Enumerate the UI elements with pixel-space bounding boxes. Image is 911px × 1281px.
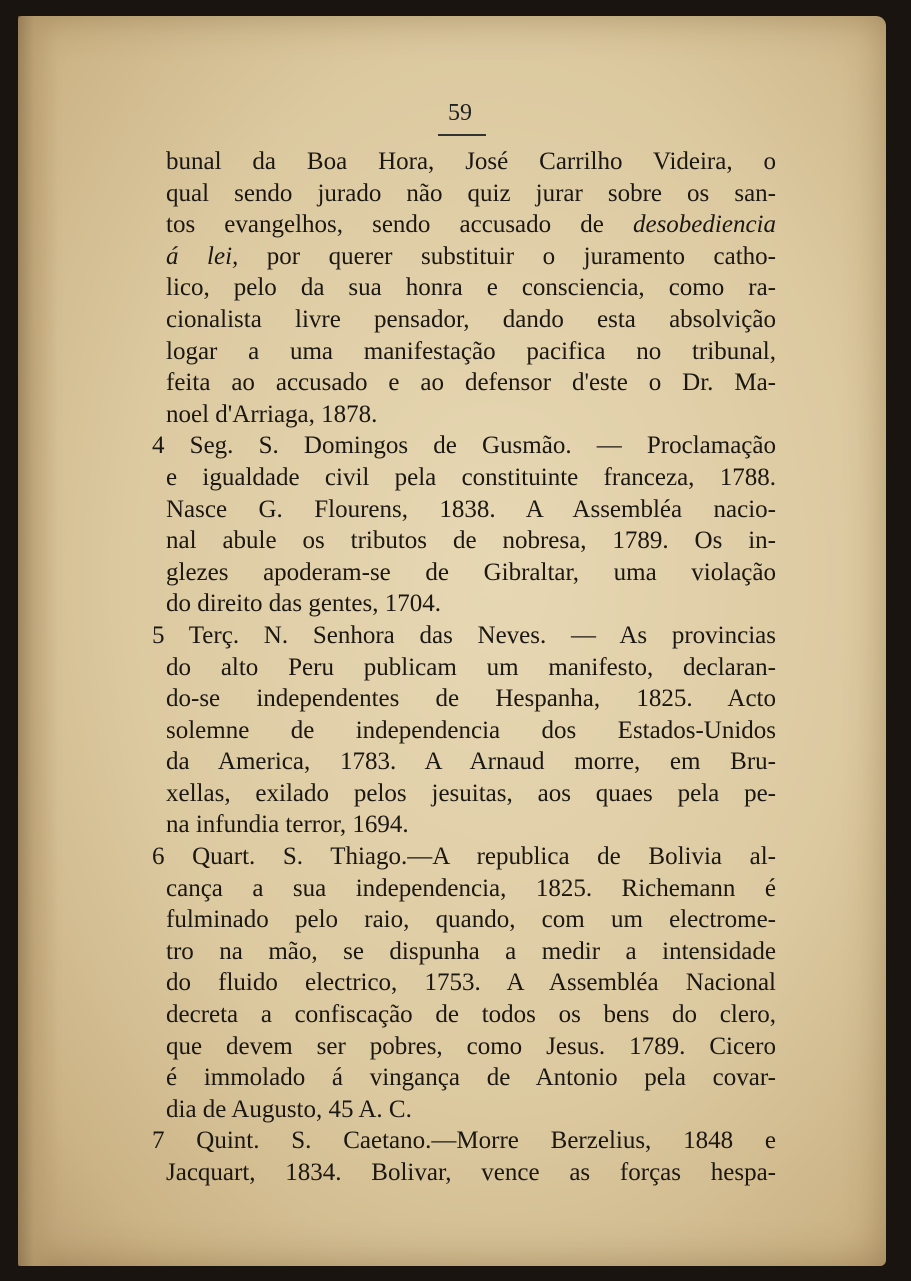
text-line: á lei, por querer substituir o juramento catho- — [166, 242, 776, 270]
text-line: feita ao accusado e ao defensor d'este o Dr. Ma- — [166, 369, 776, 397]
text-line: Nasce G. Flourens, 1838. A Assembléa nacio- — [166, 495, 776, 523]
text-line: xellas, exilado pelos jesuitas, aos quaes pela pe- — [166, 779, 776, 807]
text-line: tro na mão, se dispunha a medir a intensidade — [166, 937, 776, 965]
text-line: cança a sua independencia, 1825. Richemann é — [166, 874, 776, 902]
text-line: fulminado pelo raio, quando, com um electrome- — [166, 906, 776, 934]
text-line: da America, 1783. A Arnaud morre, em Bru- — [166, 748, 776, 776]
text-line: solemne de independencia dos Estados-Unidos — [166, 716, 776, 744]
text-line: e igualdade civil pela constituinte franceza, 1788. — [166, 463, 776, 491]
text-line: tos evangelhos, sendo accusado de desobediencia — [166, 211, 776, 239]
text-line: qual sendo jurado não quiz jurar sobre os san- — [166, 179, 776, 207]
italic-phrase: á lei, — [166, 242, 239, 270]
text-line: que devem ser pobres, como Jesus. 1789. Cicero — [166, 1032, 776, 1060]
text-line: nal abule os tributos de nobresa, 1789. Os in- — [166, 527, 776, 555]
text-line: lico, pelo da sua honra e consciencia, como ra- — [166, 274, 776, 302]
entry-day-7: 7 Quint. S. Caetano.—Morre Berzelius, 1848 e — [152, 1127, 776, 1155]
text-line: do direito das gentes, 1704. — [166, 590, 441, 618]
entry-day-5: 5 Terç. N. Senhora das Neves. — As provincias — [152, 621, 776, 649]
body-text — [152, 146, 776, 1189]
text-line: na infundia terror, 1694. — [166, 811, 409, 839]
text-line: dia de Augusto, 45 A. C. — [166, 1095, 412, 1123]
binding-edge — [18, 16, 58, 1266]
text-line: do-se independentes de Hespanha, 1825. Acto — [166, 685, 776, 713]
text-line: Jacquart, 1834. Bolivar, vence as forças hespa- — [166, 1159, 776, 1186]
page-number: 59 — [448, 100, 472, 126]
italic-phrase: desobediencia — [632, 211, 776, 239]
entry-day-6: 6 Quart. S. Thiago.—A republica de Bolivia al- — [152, 843, 776, 871]
text-line: do alto Peru publicam um manifesto, declaran- — [166, 653, 776, 681]
text-line: noel d'Arriaga, 1878. — [166, 400, 378, 428]
text-line: cionalista livre pensador, dando esta absolvição — [166, 305, 776, 333]
entry-day-4: 4 Seg. S. Domingos de Gusmão. — Proclamação — [152, 432, 776, 460]
text-line: logar a uma manifestação pacifica no tribunal, — [166, 337, 776, 365]
text-line: glezes apoderam-se de Gibraltar, uma violação — [166, 558, 776, 586]
header-rule — [438, 134, 486, 136]
text-line: é immolado á vingança de Antonio pela covar- — [166, 1064, 776, 1092]
text-line: bunal da Boa Hora, José Carrilho Videira, o — [166, 148, 776, 175]
text-line: do fluido electrico, 1753. A Assembléa Nacional — [166, 969, 776, 997]
text-line: decreta a confiscação de todos os bens do clero, — [166, 1001, 776, 1029]
